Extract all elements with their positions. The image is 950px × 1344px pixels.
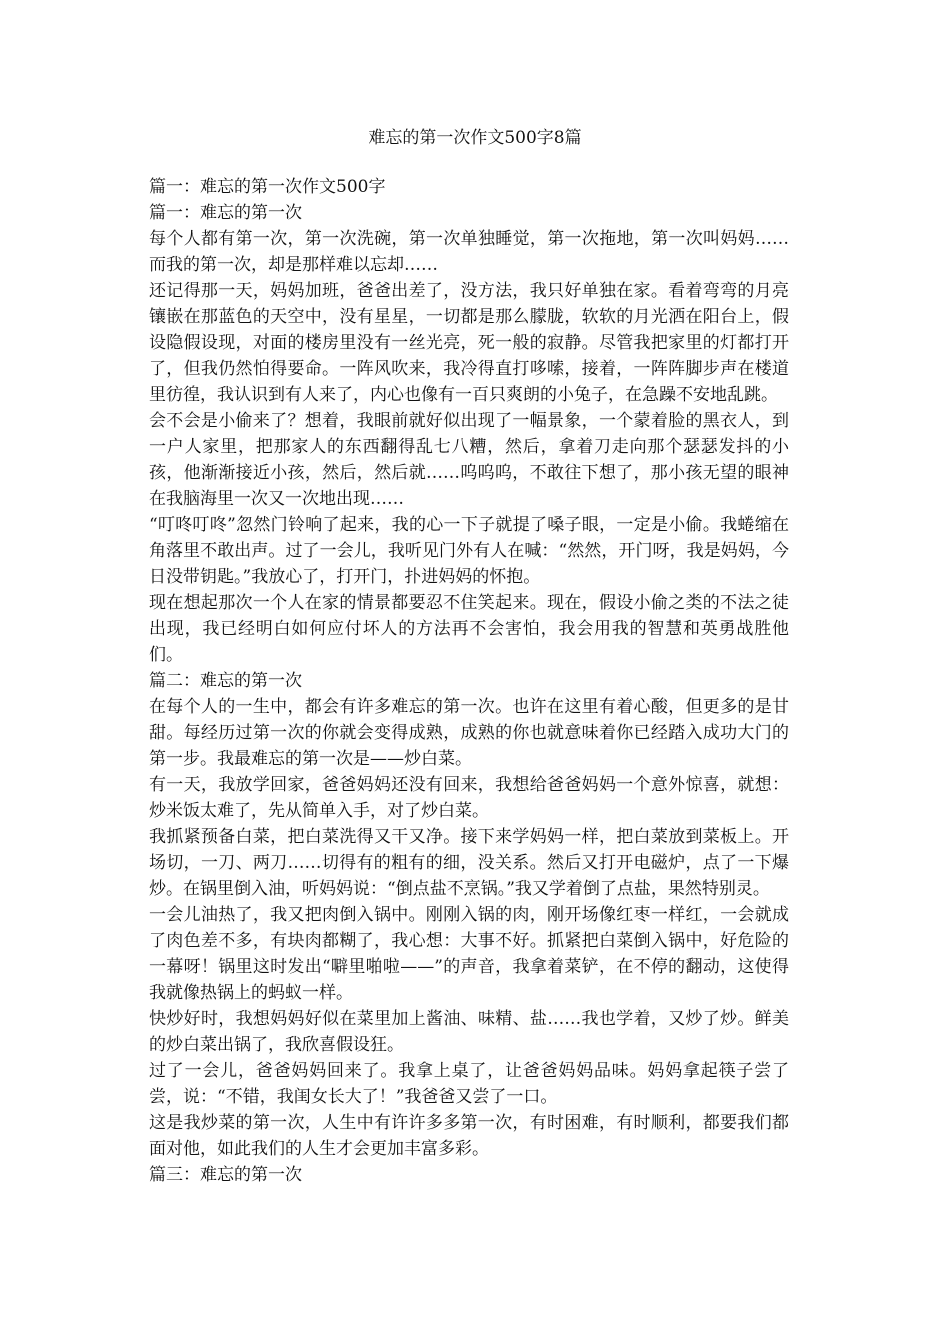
paragraph: 快炒好时，我想妈妈好似在菜里加上酱油、味精、盐……我也学着，又炒了炒。鲜美的炒白菜出锅了，我欣喜假设狂。 bbox=[149, 1009, 789, 1055]
paragraph: “叮咚叮咚”忽然门铃响了起来，我的心一下子就提了嗓子眼，一定是小偷。我蜷缩在角落里不敢出声。过了一会儿，我听见门外有人在喊：“然然，开门呀，我是妈妈，今日没带钥匙。”我放心了，打开门，扑进妈妈的怀抱。 bbox=[149, 515, 789, 587]
paragraph: 这是我炒菜的第一次，人生中有许许多多第一次，有时困难，有时顺利，都要我们都面对他，如此我们的人生才会更加丰富多彩。 bbox=[149, 1113, 789, 1159]
paragraph: 会不会是小偷来了？想着，我眼前就好似出现了一幅景象，一个蒙着脸的黑衣人，到一户人家里，把那家人的东西翻得乱七八糟，然后，拿着刀走向那个瑟瑟发抖的小孩，他渐渐接近小孩，然后，然后就……呜呜呜，不敢往下想了，那小孩无望的眼神在我脑海里一次又一次地出现…… bbox=[149, 411, 789, 509]
paragraph: 有一天，我放学回家，爸爸妈妈还没有回来，我想给爸爸妈妈一个意外惊喜，就想：炒米饭太难了，先从简单入手，对了炒白菜。 bbox=[149, 775, 789, 821]
paragraph: 一会儿油热了，我又把肉倒入锅中。刚刚入锅的肉，刚开场像红枣一样红，一会就成了肉色差不多，有块肉都糊了，我心想：大事不好。抓紧把白菜倒入锅中，好危险的一幕呀！锅里这时发出“噼里啪啦——”的声音，我拿着菜铲，在不停的翻动，这使得我就像热锅上的蚂蚁一样。 bbox=[149, 905, 789, 1003]
paragraph: 现在想起那次一个人在家的情景都要忍不住笑起来。现在，假设小偷之类的不法之徒出现，我已经明白如何应付坏人的方法再不会害怕，我会用我的智慧和英勇战胜他们。 bbox=[149, 593, 789, 665]
paragraph: 在每个人的一生中，都会有许多难忘的第一次。也许在这里有着心酸，但更多的是甘甜。每经历过第一次的你就会变得成熟，成熟的你也就意味着你已经踏入成功大门的第一步。我最难忘的第一次是——炒白菜。 bbox=[149, 697, 789, 769]
section-heading: 篇三：难忘的第一次 bbox=[149, 1165, 302, 1185]
paragraph: 还记得那一天，妈妈加班，爸爸出差了，没方法，我只好单独在家。看着弯弯的月亮镶嵌在那蓝色的天空中，没有星星，一切都是那么朦胧，软软的月光洒在阳台上，假设隐假设现，对面的楼房里没有一丝光亮，死一般的寂静。尽管我把家里的灯都打开了，但我仍然怕得要命。一阵风吹来，我冷得直打哆嗦，接着，一阵阵脚步声在楼道里彷徨，我认识到有人来了，内心也像有一百只爽朗的小兔子，在急躁不安地乱跳。 bbox=[149, 281, 789, 405]
section-heading: 篇二：难忘的第一次 bbox=[149, 671, 302, 691]
paragraph: 每个人都有第一次，第一次洗碗，第一次单独睡觉，第一次拖地，第一次叫妈妈……而我的第一次，却是那样难以忘却…… bbox=[149, 229, 789, 275]
document-title: 难忘的第一次作文500字8篇 bbox=[368, 128, 582, 148]
section-heading: 篇一：难忘的第一次作文500字 bbox=[149, 177, 386, 197]
document-body bbox=[149, 174, 789, 1188]
paragraph: 我抓紧预备白菜，把白菜洗得又干又净。接下来学妈妈一样，把白菜放到菜板上。开场切，一刀、两刀……切得有的粗有的细，没关系。然后又打开电磁炉，点了一下爆炒。在锅里倒入油，听妈妈说：“倒点盐不烹锅。”我又学着倒了点盐，果然特别灵。 bbox=[149, 827, 789, 899]
paragraph: 过了一会儿，爸爸妈妈回来了。我拿上桌了，让爸爸妈妈品味。妈妈拿起筷子尝了尝，说：“不错，我闺女长大了！”我爸爸又尝了一口。 bbox=[149, 1061, 789, 1107]
section-heading: 篇一：难忘的第一次 bbox=[149, 203, 302, 223]
